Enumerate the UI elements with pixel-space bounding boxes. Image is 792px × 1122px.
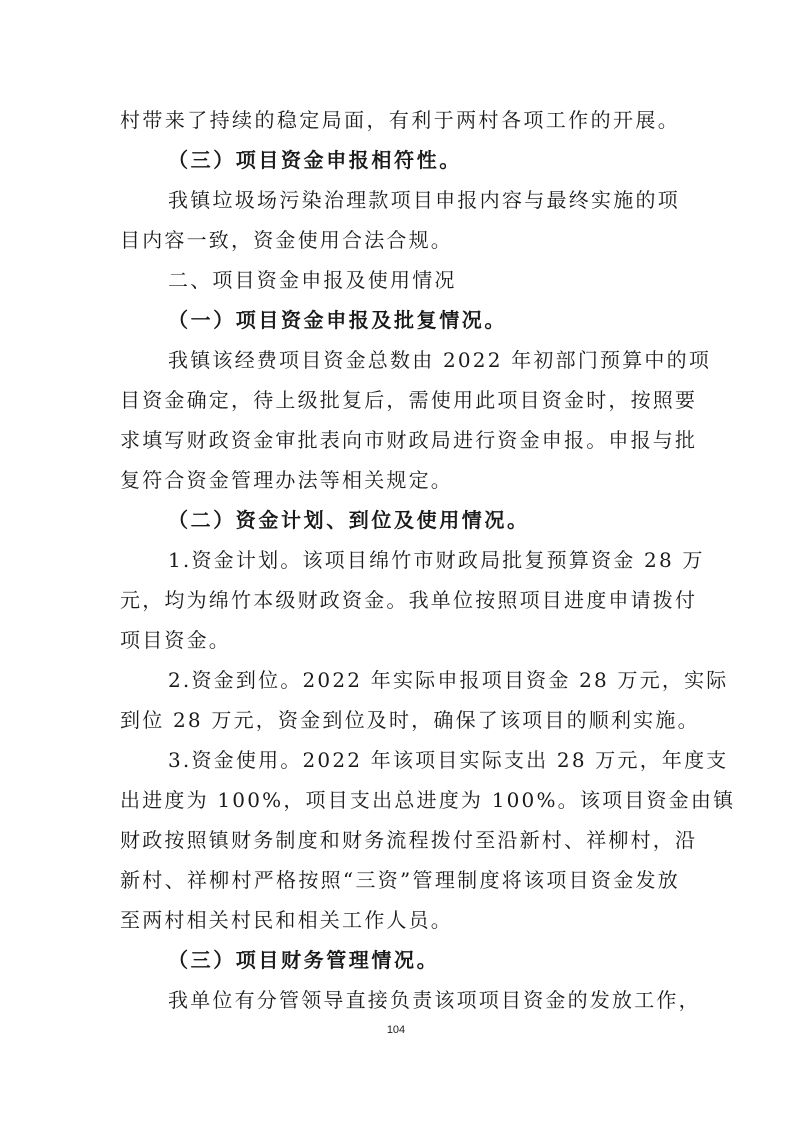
paragraph-line: 求填写财政资金审批表向市财政局进行资金申报。申报与批 <box>120 428 698 452</box>
section-heading: （三）项目财务管理情况。 <box>168 948 440 972</box>
paragraph-line: 3.资金使用。2022 年该项目实际支出 28 万元，年度支 <box>168 748 729 772</box>
page-number: 104 <box>386 1024 406 1036</box>
paragraph-line: 目资金确定，待上级批复后，需使用此项目资金时，按照要 <box>120 388 698 412</box>
paragraph-line: 目内容一致，资金使用合法合规。 <box>120 228 453 252</box>
paragraph-line: 财政按照镇财务制度和财务流程拨付至沿新村、祥柳村，沿 <box>120 828 698 852</box>
paragraph-line: 到位 28 万元，资金到位及时，确保了该项目的顺利实施。 <box>120 708 700 732</box>
section-heading: （三）项目资金申报相符性。 <box>168 148 462 172</box>
paragraph-line: 出进度为 100%，项目支出总进度为 100%。该项目资金由镇 <box>120 788 736 812</box>
paragraph-line: 至两村相关村民和相关工作人员。 <box>120 908 453 932</box>
paragraph-line: 村带来了持续的稳定局面，有利于两村各项工作的开展。 <box>120 108 680 132</box>
paragraph-line: 我单位有分管领导直接负责该项项目资金的发放工作， <box>168 988 701 1012</box>
paragraph-line: 新村、祥柳村严格按照“三资”管理制度将该项目资金发放 <box>120 868 680 892</box>
section-heading: （一）项目资金申报及批复情况。 <box>168 308 507 332</box>
paragraph-line: 项目资金。 <box>120 628 231 652</box>
paragraph-line: 我镇该经费项目资金总数由 2022 年初部门预算中的项 <box>168 348 712 372</box>
paragraph-line: 元，均为绵竹本级财政资金。我单位按照项目进度申请拨付 <box>120 588 698 612</box>
paragraph-line: 1.资金计划。该项目绵竹市财政局批复预算资金 28 万 <box>168 548 705 572</box>
paragraph-line: 复符合资金管理办法等相关规定。 <box>120 468 453 492</box>
section-heading: （二）资金计划、到位及使用情况。 <box>168 508 530 532</box>
chapter-heading: 二、项目资金申报及使用情况 <box>168 268 457 292</box>
paragraph-line: 2.资金到位。2022 年实际申报项目资金 28 万元，实际 <box>168 668 729 692</box>
paragraph-line: 我镇垃圾场污染治理款项目申报内容与最终实施的项 <box>168 188 680 212</box>
